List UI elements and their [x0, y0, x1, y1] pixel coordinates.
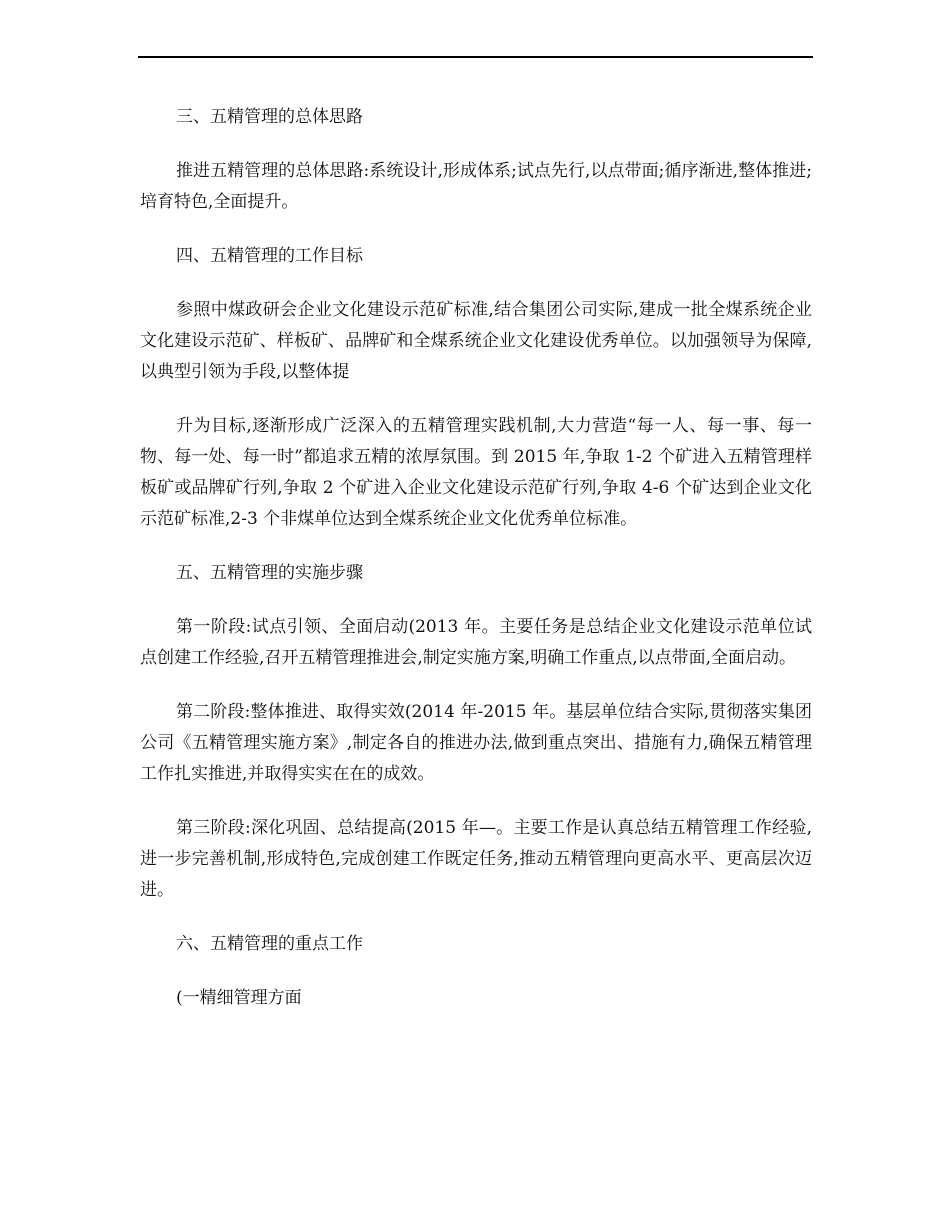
section-heading-6: 六、五精管理的重点工作 — [176, 934, 363, 954]
paragraph-goals-part2: 升为目标,逐渐形成广泛深入的五精管理实践机制,大力营造“每一人、每一事、每一物、每一处、每一时”都追求五精的浓厚氛围。到 2015 年,争取 1-2 个矿进入五精管理样板矿或品牌矿行列,争取 2 个矿进入企业文化建设示范矿行列,争取 4-6 个矿达到企业文化示范矿标准,2-3 个非煤单位达到全煤系统企业文化优秀单位标准。 — [140, 416, 812, 529]
paragraph-overall-approach: 推进五精管理的总体思路:系统设计,形成体系;试点先行,以点带面;循序渐进,整体推进;培育特色,全面提升。 — [140, 161, 812, 212]
section-heading-4: 四、五精管理的工作目标 — [176, 246, 363, 266]
paragraph-stage-2: 第二阶段:整体推进、取得实效(2014 年-2015 年。基层单位结合实际,贯彻落实集团公司《五精管理实施方案》,制定各自的推进办法,做到重点突出、措施有力,确保五精管理工作扎实推进,并取得实实在在的成效。 — [140, 702, 812, 784]
section-heading-5: 五、五精管理的实施步骤 — [176, 563, 363, 583]
paragraph-stage-1: 第一阶段:试点引领、全面启动(2013 年。主要任务是总结企业文化建设示范单位试点创建工作经验,召开五精管理推进会,制定实施方案,明确工作重点,以点带面,全面启动。 — [140, 617, 812, 668]
subsection-heading-1: (一精细管理方面 — [176, 988, 302, 1008]
header-rule — [138, 56, 813, 58]
paragraph-stage-3: 第三阶段:深化巩固、总结提高(2015 年—。主要工作是认真总结五精管理工作经验,进一步完善机制,形成特色,完成创建工作既定任务,推动五精管理向更高水平、更高层次迈进。 — [140, 818, 812, 900]
paragraph-goals-part1: 参照中煤政研会企业文化建设示范矿标准,结合集团公司实际,建成一批全煤系统企业文化建设示范矿、样板矿、品牌矿和全煤系统企业文化建设优秀单位。以加强领导为保障,以典型引领为手段,以整体提 — [140, 300, 812, 382]
document-body — [140, 102, 812, 1037]
section-heading-3: 三、五精管理的总体思路 — [176, 107, 363, 127]
